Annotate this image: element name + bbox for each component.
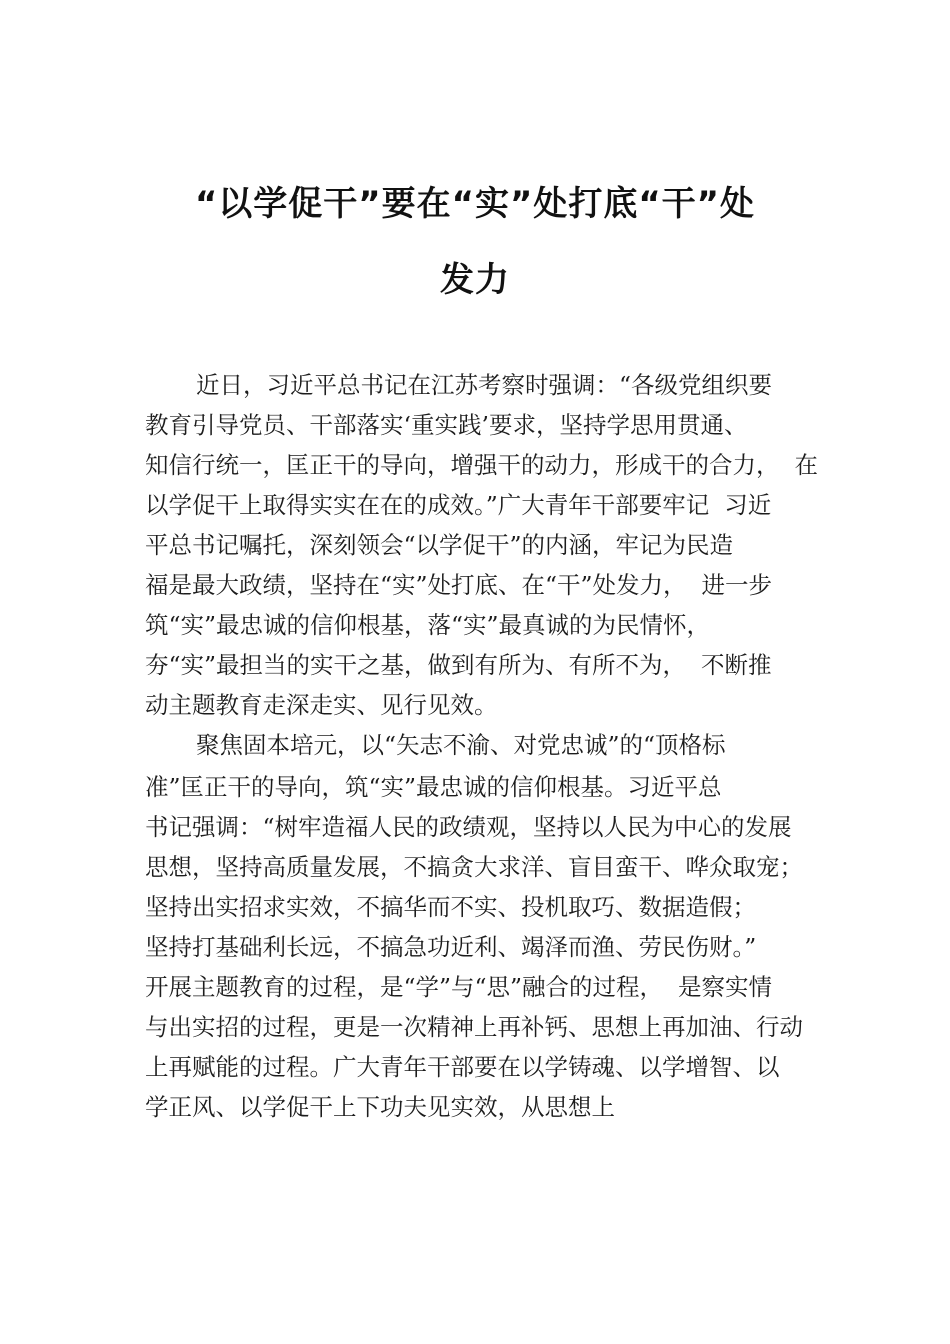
paragraph-2-line: 上再赋能的过程。广大青年干部要在以学铸魂、以学增智、以 — [145, 1053, 780, 1081]
paragraph-2-line: 坚持出实招求实效，不搞华而不实、投机取巧、数据造假； — [145, 893, 756, 921]
paragraph-1-line: 夯“实”最担当的实干之基，做到有所为、有所不为， 不断推 — [145, 651, 772, 679]
paragraph-1-line: 教育引导党员、干部落实‘重实践’要求，坚持学思用贯通、 — [145, 411, 748, 439]
paragraph-2-line: 聚焦固本培元，以“矢志不渝、对党忠诚”的“顶格标 — [196, 731, 726, 759]
paragraph-2-line: 准”匡正干的导向，筑“实”最忠诚的信仰根基。习近平总 — [145, 773, 722, 801]
paragraph-1-line: 平总书记嘱托，深刻领会“以学促干”的内涵，牢记为民造 — [145, 531, 734, 559]
paragraph-2-line: 思想，坚持高质量发展，不搞贪大求洋、盲目蛮干、哗众取宠； — [145, 853, 803, 881]
paragraph-2-line: 坚持打基础利长远，不搞急功近利、竭泽而渔、劳民伤财。” — [145, 933, 757, 961]
paragraph-2-line: 书记强调：“树牢造福人民的政绩观，坚持以人民为中心的发展 — [145, 813, 792, 841]
paragraph-2-line: 与出实招的过程，更是一次精神上再补钙、思想上再加油、行动 — [145, 1013, 803, 1041]
paragraph-1-line: 福是最大政绩，坚持在“实”处打底、在“干”处发力， 进一步 — [145, 571, 772, 599]
document-title-line-1: “以学促干”要在“实”处打底“干”处 — [194, 184, 756, 224]
paragraph-1-line: 以学促干上取得实实在在的成效。”广大青年干部要牢记 习近 — [145, 491, 772, 519]
document-title-line-2: 发力 — [440, 260, 510, 300]
paragraph-2-line: 开展主题教育的过程，是“学”与“思”融合的过程， 是察实情 — [145, 973, 772, 1001]
paragraph-2-line: 学正风、以学促干上下功夫见实效，从思想上 — [145, 1093, 615, 1121]
paragraph-1-line: 知信行统一，匡正干的导向，增强干的动力，形成干的合力， 在 — [145, 451, 818, 479]
paragraph-1-line: 筑“实”最忠诚的信仰根基，落“实”最真诚的为民情怀， — [145, 611, 711, 639]
paragraph-1-line: 动主题教育走深走实、见行见效。 — [145, 691, 498, 719]
paragraph-1-line: 近日，习近平总书记在江苏考察时强调：“各级党组织要 — [196, 371, 773, 399]
